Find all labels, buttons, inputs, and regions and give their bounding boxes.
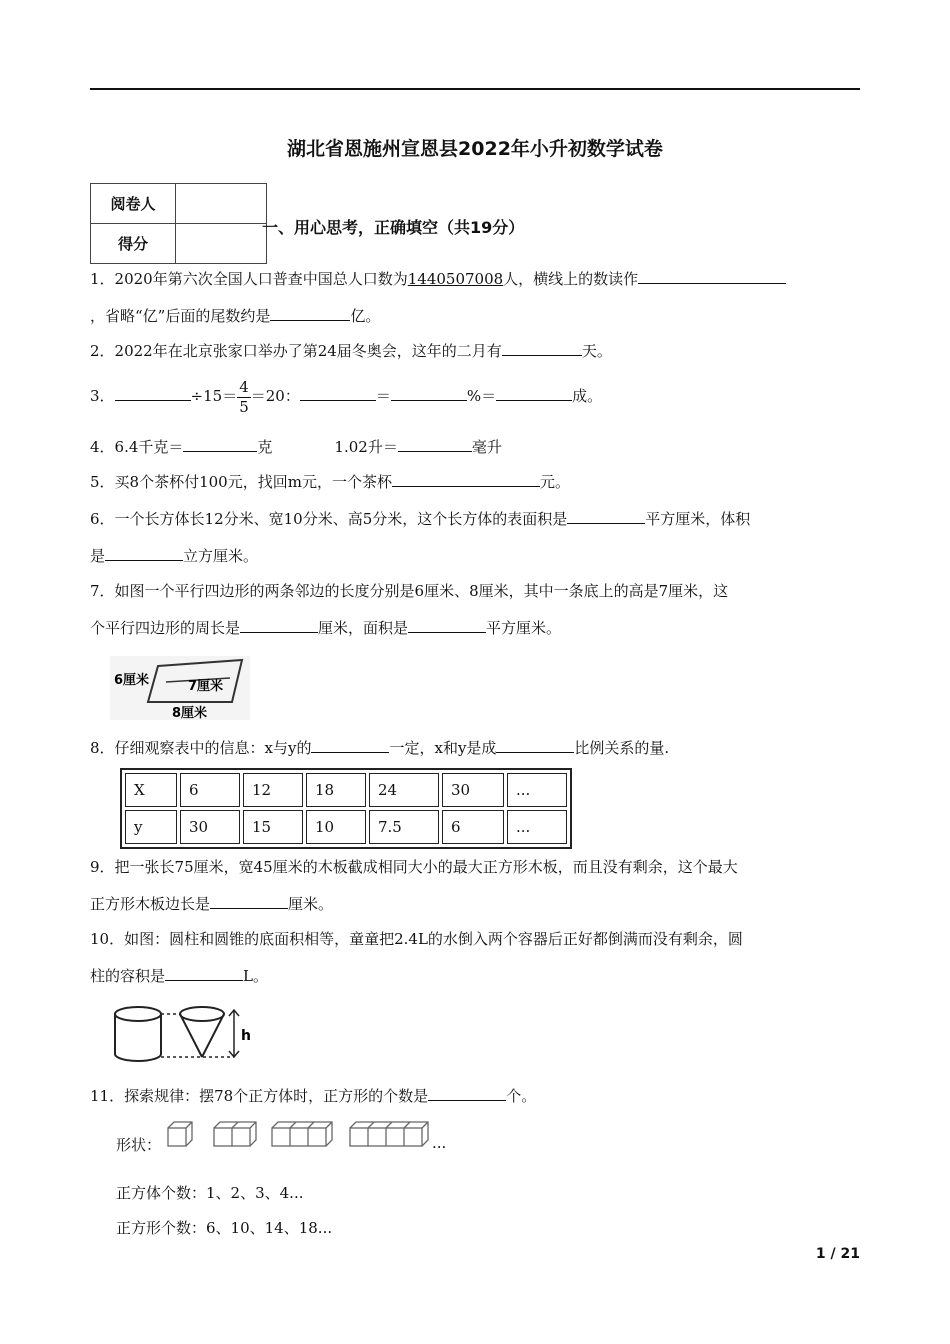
page-number: 1 / 21 xyxy=(815,1246,860,1262)
table-cell: 6 xyxy=(180,773,240,807)
question-6-line2: 是 立方厘米。 xyxy=(90,547,259,565)
answer-blank[interactable] xyxy=(165,965,243,981)
question-2: 2．2022年在北京张家口举办了第24届冬奥会，这年的二月有 天。 xyxy=(90,342,612,360)
question-11: 11．探索规律：摆78个正方体时，正方形的个数是 个。 xyxy=(90,1087,537,1105)
question-7-line1: 7．如图一个平行四边形的两条邻边的长度分别是6厘米、8厘米，其中一条底上的高是7厘米，这 xyxy=(90,582,729,600)
reviewer-label: 阅卷人 xyxy=(91,184,176,224)
cylinder-shape xyxy=(115,1007,161,1061)
score-table xyxy=(90,183,267,264)
table-cell: 24 xyxy=(369,773,439,807)
table-cell: 18 xyxy=(306,773,366,807)
answer-blank[interactable] xyxy=(638,268,786,284)
table-cell: X xyxy=(125,773,177,807)
shape-label: 形状： xyxy=(116,1136,162,1154)
sequence-ellipsis: ... xyxy=(432,1134,447,1152)
table-cell: ... xyxy=(507,773,567,807)
table-cell: y xyxy=(125,810,177,844)
answer-blank[interactable] xyxy=(270,305,350,321)
score-cell[interactable] xyxy=(176,224,267,264)
answer-blank[interactable] xyxy=(496,385,572,401)
height-arrow xyxy=(229,1010,239,1057)
answer-blank[interactable] xyxy=(392,471,540,487)
table-cell: 6 xyxy=(442,810,504,844)
height-label: 7厘米 xyxy=(188,679,224,694)
table-cell: ... xyxy=(507,810,567,844)
question-6-line1: 6．一个长方体长12分米、宽10分米、高5分米，这个长方体的表面积是 平方厘米，体积 xyxy=(90,510,751,528)
reviewer-cell[interactable] xyxy=(176,184,267,224)
cube-sequence-figure xyxy=(166,1118,434,1152)
table-row xyxy=(125,810,567,844)
height-label: h xyxy=(241,1028,251,1044)
score-label: 得分 xyxy=(91,224,176,264)
answer-blank[interactable] xyxy=(567,508,645,524)
fraction: $\frac{4}{5}$ xyxy=(239,377,249,416)
question-5: 5．买8个茶杯付100元，找回m元，一个茶杯 元。 xyxy=(90,473,570,491)
xy-table xyxy=(120,768,572,849)
table-row xyxy=(125,773,567,807)
question-7-line2: 个平行四边形的周长是 厘米，面积是 平方厘米。 xyxy=(90,619,562,637)
answer-blank[interactable] xyxy=(115,385,191,401)
question-9-line1: 9．把一张长75厘米，宽45厘米的木板截成相同大小的最大正方形木板，而且没有剩余，这个最大 xyxy=(90,858,738,876)
cube-count-line: 正方体个数：1、2、3、4... xyxy=(116,1184,304,1202)
answer-blank[interactable] xyxy=(300,385,376,401)
table-cell: 7.5 xyxy=(369,810,439,844)
question-1-line2: ，省略“亿”后面的尾数约是 亿。 xyxy=(90,307,381,325)
cube-row-1 xyxy=(168,1122,192,1146)
base-label: 8厘米 xyxy=(172,706,208,720)
table-cell: 10 xyxy=(306,810,366,844)
answer-blank[interactable] xyxy=(496,737,574,753)
square-count-line: 正方形个数：6、10、14、18... xyxy=(116,1219,333,1237)
question-10-line2: 柱的容积是 L。 xyxy=(90,967,268,985)
cone-shape xyxy=(180,1007,224,1057)
table-cell: 30 xyxy=(442,773,504,807)
answer-blank[interactable] xyxy=(391,385,467,401)
answer-blank[interactable] xyxy=(311,737,389,753)
header-rule xyxy=(90,88,860,90)
cube-row-4 xyxy=(350,1122,428,1146)
cube-row-3 xyxy=(272,1122,332,1146)
question-4: 4．6.4千克＝ 克 1.02升＝ 毫升 xyxy=(90,438,502,456)
answer-blank[interactable] xyxy=(210,893,288,909)
side-label: 6厘米 xyxy=(114,673,150,688)
answer-blank[interactable] xyxy=(183,436,257,452)
cylinder-cone-figure xyxy=(110,1002,260,1064)
parallelogram-figure xyxy=(110,656,250,720)
answer-blank[interactable] xyxy=(408,617,486,633)
population-number: 1440507008 xyxy=(407,270,504,288)
answer-blank[interactable] xyxy=(398,436,472,452)
question-8: 8．仔细观察表中的信息：x与y的 一定，x和y是成 比例关系的量. xyxy=(90,739,670,757)
section-heading: 一、用心思考，正确填空（共19分） xyxy=(262,218,525,237)
table-cell: 30 xyxy=(180,810,240,844)
question-3: 3． ÷15＝ $\frac{4}{5}$ ＝20： ＝ %＝ 成。 xyxy=(90,377,603,416)
answer-blank[interactable] xyxy=(105,545,183,561)
table-cell: 15 xyxy=(243,810,303,844)
page-title: 湖北省恩施州宣恩县2022年小升初数学试卷 xyxy=(287,138,663,160)
question-9-line2: 正方形木板边长是 厘米。 xyxy=(90,895,334,913)
answer-blank[interactable] xyxy=(428,1085,506,1101)
answer-blank[interactable] xyxy=(240,617,318,633)
answer-blank[interactable] xyxy=(502,340,582,356)
cube-row-2 xyxy=(214,1122,256,1146)
question-10-line1: 10．如图：圆柱和圆锥的底面积相等，童童把2.4L的水倒入两个容器后正好都倒满而没有剩余，圆 xyxy=(90,930,743,948)
question-1-line1: 1．2020年第六次全国人口普查中国总人口数为1440507008人，横线上的数读作 xyxy=(90,268,786,289)
table-cell: 12 xyxy=(243,773,303,807)
